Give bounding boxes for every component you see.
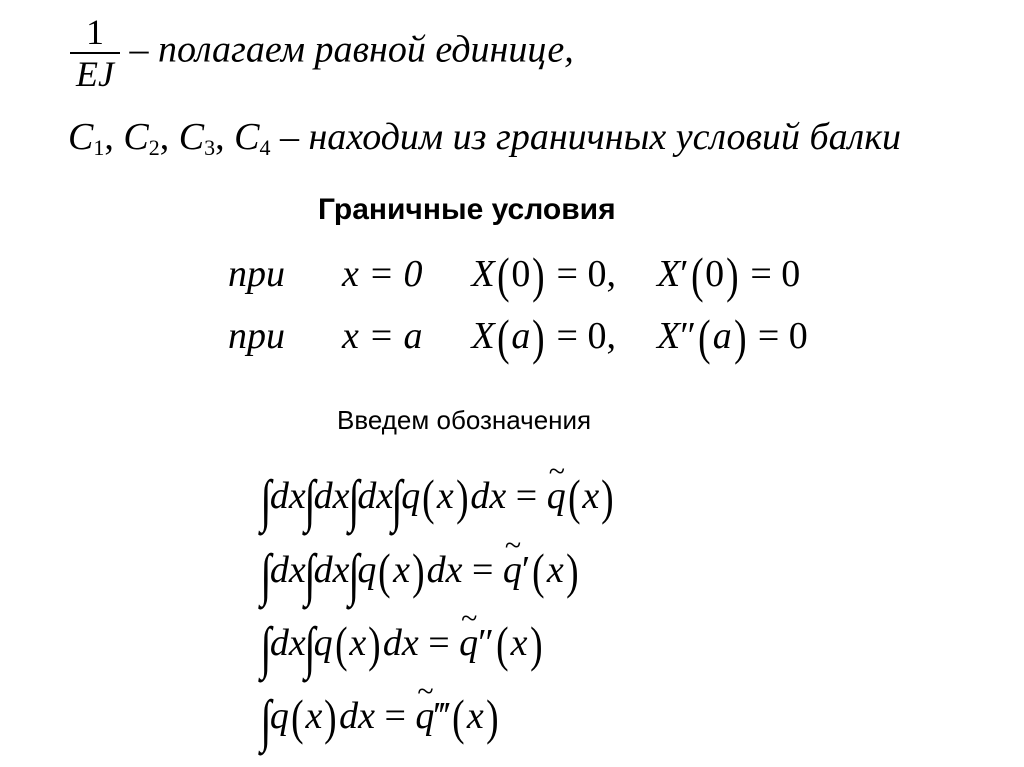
line-unit-stiffness (70, 14, 574, 92)
integral-row-4: ∫q(x)dx = ~ q‴(x) (262, 692, 500, 750)
constant-c3: $C_3$ (178, 116, 216, 160)
constants-text: – находим из граничных условий балки (279, 116, 901, 158)
bc-eq1: = 0, (556, 253, 616, 295)
bc-condition: x = a (342, 315, 423, 357)
bc-func2: X (656, 253, 681, 295)
boundary-conditions-heading: Граничные условия (318, 193, 616, 226)
fraction-one-over-ej (70, 14, 120, 92)
bc-arg2: 0 (705, 253, 725, 295)
bc-arg1: a (511, 315, 531, 357)
constant-c4: $C_4$ (234, 116, 271, 160)
bc-func2: X (656, 315, 681, 357)
integral-row-2: ∫dx∫dx∫q(x)dx = ~ q′(x) (262, 546, 580, 604)
bc-row-1: при x = 0 X(0) = 0, X′(0) = 0 (228, 247, 801, 303)
bc-arg1: 0 (511, 253, 531, 295)
bc-row-2: при x = a X(a) = 0, X″(a) = 0 (228, 309, 808, 365)
bc-func1: X (471, 315, 495, 357)
fraction-numerator: 1 (85, 12, 104, 52)
line-constants: $C_1$, $C_2$, $C_3$, $C_4$ – находим из граничных условий балки (68, 116, 901, 160)
bc-func1: X (471, 253, 495, 295)
bc-eq2: = 0 (750, 253, 801, 295)
integral-row-1: ∫dx∫dx∫dx∫q(x)dx = ~ q(x) (262, 472, 616, 530)
bc-arg2: a (712, 315, 732, 357)
constant-c1: $C_1$ (68, 116, 105, 160)
notation-subheading: Введем обозначения (337, 405, 592, 435)
bc-condition: x = 0 (342, 253, 423, 295)
bc-pri: при (228, 315, 285, 357)
bc-pri: при (228, 253, 285, 295)
unit-stiffness-text: – полагаем равной единице, (129, 28, 574, 71)
constant-c2: $C_2$ (123, 116, 160, 160)
fraction-denominator: EJ (70, 52, 120, 92)
bc-eq2: = 0 (757, 315, 808, 357)
integral-row-3: ∫dx∫q(x)dx = ~ q″(x) (262, 619, 544, 677)
bc-eq1: = 0, (556, 315, 616, 357)
